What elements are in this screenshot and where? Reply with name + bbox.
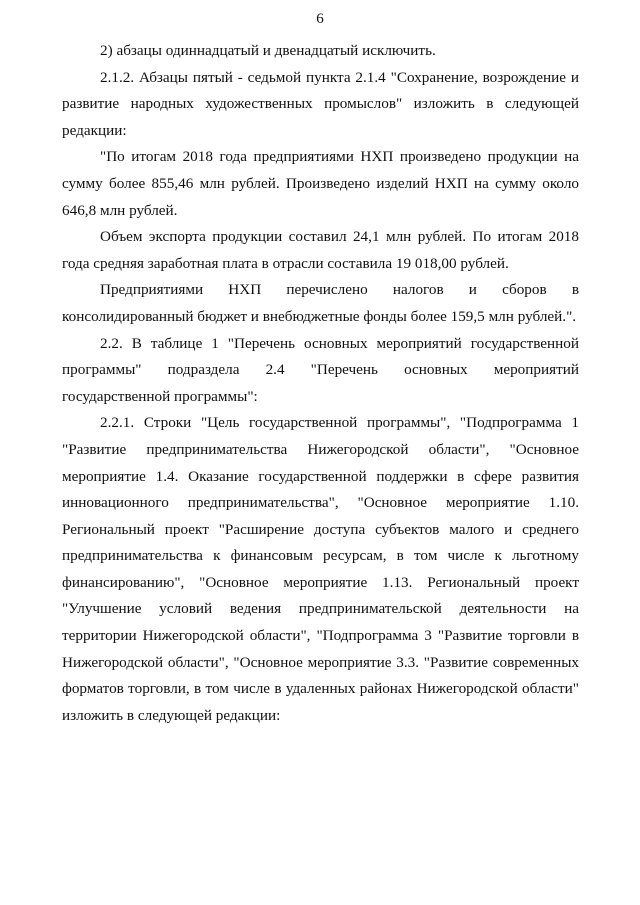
paragraph-3: "По итогам 2018 года предприятиями НХП произведено продукции на сумму более 855,46 млн рублей. Произведено изделий НХП на сумму около 646,8 млн рублей. (62, 148, 579, 219)
paragraph-5: Предприятиями НХП перечислено налогов и сборов в консолидированный бюджет и внебюджетные фонды более 159,5 млн рублей.". (62, 281, 579, 325)
page-number: 6 (316, 11, 324, 27)
paragraph-4: Объем экспорта продукции составил 24,1 млн рублей. По итогам 2018 года средняя заработная плата в отрасли составила 19 018,00 рублей. (62, 228, 579, 272)
paragraph-6: 2.2. В таблице 1 "Перечень основных мероприятий государственной программы" подраздела 2.4 "Перечень основных мероприятий государственной программы": (62, 334, 579, 405)
paragraph-7: 2.2.1. Строки "Цель государственной программы", "Подпрограмма 1 "Развитие предпринимательства Нижегородской области", "Основное мероприятие 1.4. Оказание государственной поддержки в сфере развития инновационного предпринимательства", "Основное мероприятие 1.10. Региональный проект "Расширение доступа субъектов малого и среднего предпринимательства к финансовым ресурсам, в том числе к льготному финансированию", "Основное мероприятие 1.13. Региональный проект "Улучшение условий ведения предпринимательской деятельности на территории Нижегородской области", "Подпрограмма 3 "Развитие торговли в Нижегородской области", "Основное мероприятие 3.3. "Развитие современных форматов торговли, в том числе в удаленных районах Нижегородской области" изложить в следующей редакции: (62, 414, 579, 724)
paragraph-1: 2) абзацы одиннадцатый и двенадцатый исключить. (100, 42, 436, 59)
document-body (62, 38, 579, 729)
paragraph-2: 2.1.2. Абзацы пятый - седьмой пункта 2.1.4 "Сохранение, возрождение и развитие народных художественных промыслов" изложить в следующей редакции: (62, 68, 579, 139)
